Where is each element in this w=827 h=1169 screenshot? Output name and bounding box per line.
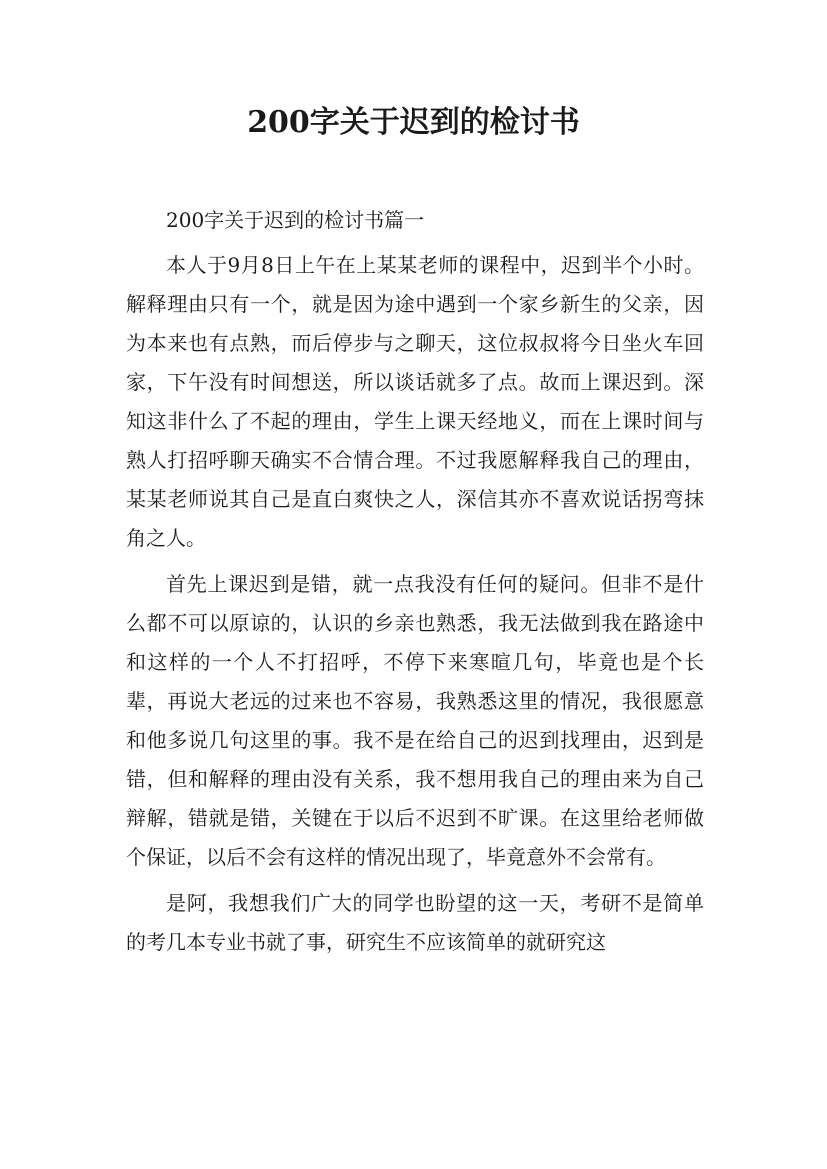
document-body — [126, 201, 704, 969]
paragraph-2: 首先上课迟到是错，就一点我没有任何的疑问。但非不是什么都不可以原谅的，认识的乡亲也熟悉，我无法做到我在路途中和这样的一个人不打招呼，不停下来寒暄几句，毕竟也是个长辈，再说大老远的过来也不容易，我熟悉这里的情况，我很愿意和他多说几句这里的事。我不是在给自己的迟到找理由，迟到是错，但和解释的理由没有关系，我不想用我自己的理由来为自己辩解，错就是错，关键在于以后不迟到不旷课。在这里给老师做个保证，以后不会有这样的情况出现了，毕竟意外不会常有。 — [126, 572, 704, 869]
paragraph-3: 是阿，我想我们广大的同学也盼望的这一天，考研不是简单的考几本专业书就了事，研究生不应该简单的就研究这 — [126, 891, 704, 954]
document-title: 200字关于迟到的检讨书 — [247, 105, 580, 140]
section-heading: 200字关于迟到的检讨书篇一 — [166, 208, 425, 232]
paragraph-1: 本人于9月8日上午在上某某老师的课程中，迟到半个小时。解释理由只有一个，就是因为途中遇到一个家乡新生的父亲，因为本来也有点熟，而后停步与之聊天，这位叔叔将今日坐火车回家，下午没有时间想送，所以谈话就多了点。故而上课迟到。深知这非什么了不起的理由，学生上课天经地义，而在上课时间与熟人打招呼聊天确实不合情合理。不过我愿解释我自己的理由，某某老师说其自己是直白爽快之人，深信其亦不喜欢说话拐弯抹角之人。 — [126, 253, 704, 550]
